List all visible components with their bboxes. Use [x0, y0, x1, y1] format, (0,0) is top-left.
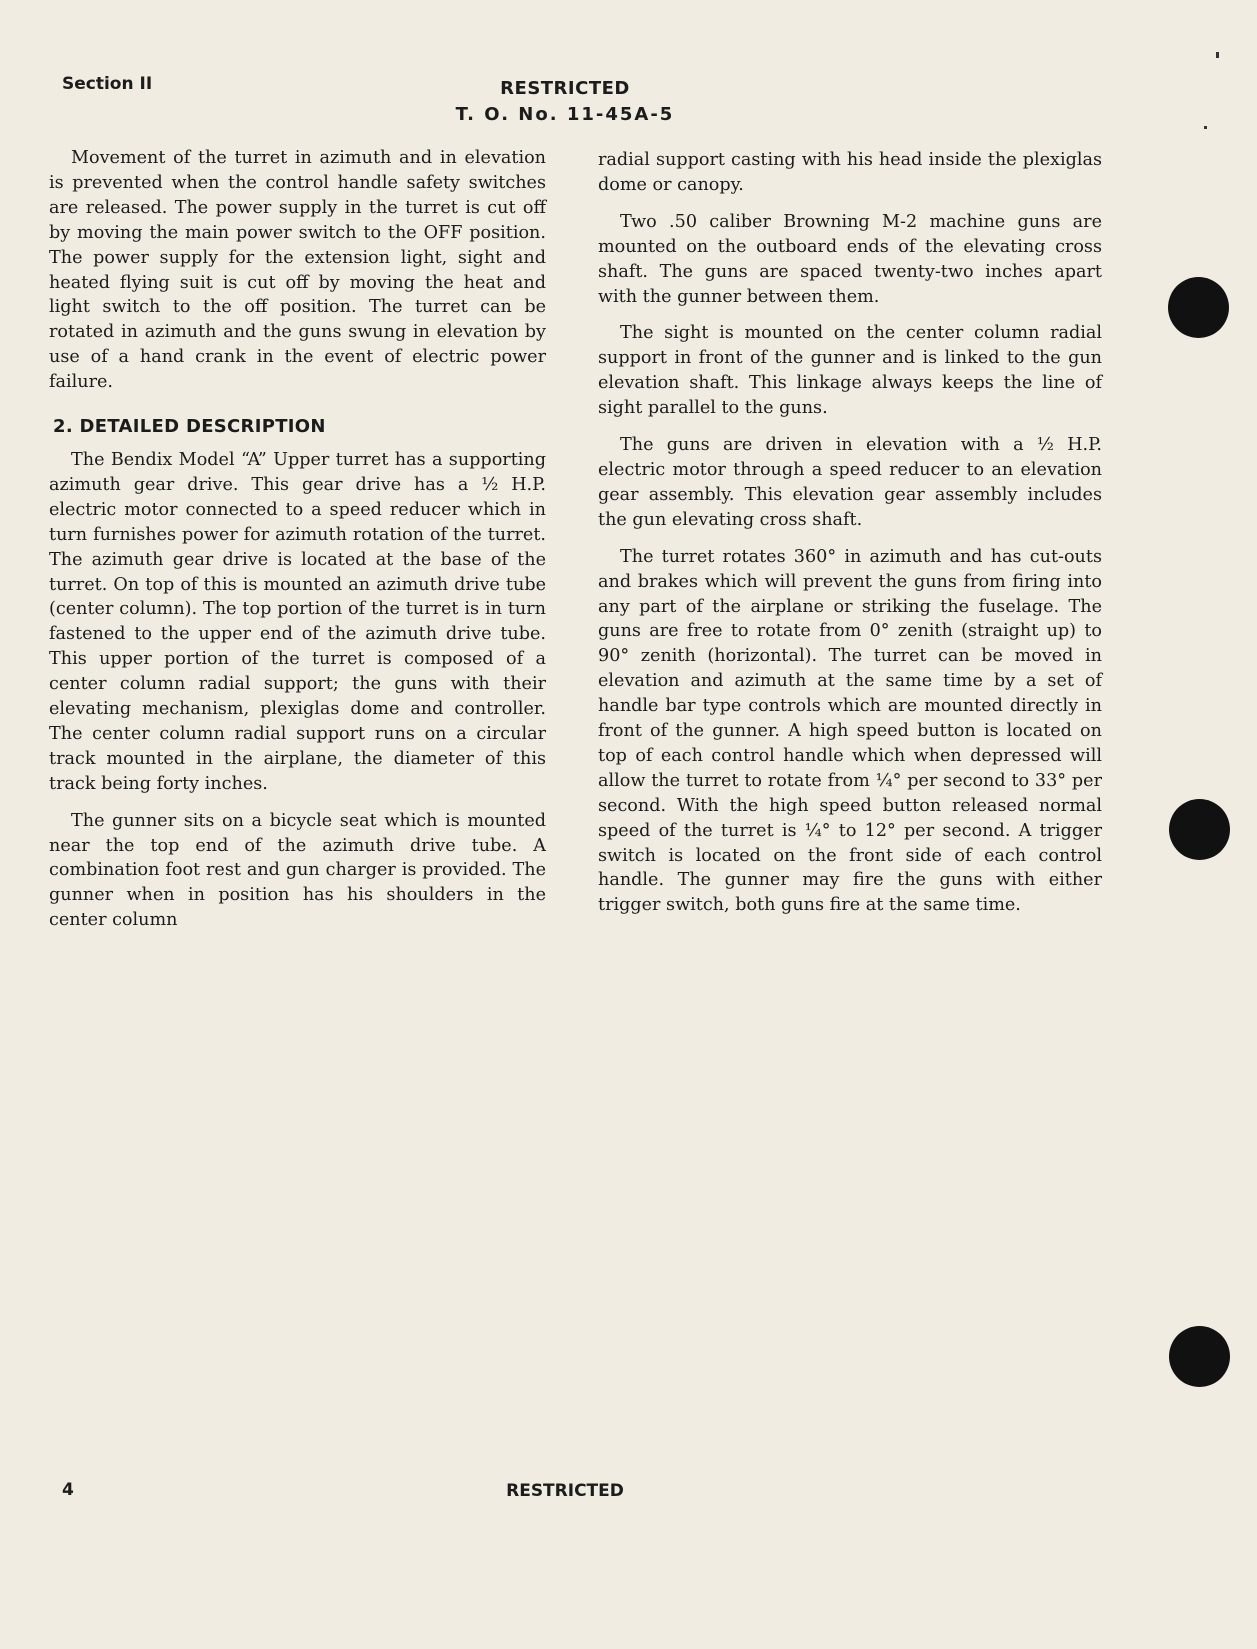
- technical-order-number: T. O. No. 11-45A-5: [455, 104, 675, 125]
- paragraph-movement: Movement of the turret in azimuth and in elevation is prevented when the control handle safety switches are released. The power supply in the turret is cut off by moving the main power switch to the OFF position. The power supply for the extension light, sight and heated flying suit is cut off by moving the heat and light switch to the off position. The turret can be rotated in azimuth and the guns swung in elevation by use of a hand crank in the event of electric power failure.: [49, 148, 546, 393]
- paragraph-sight: The sight is mounted on the center column radial support in front of the gunner and is linked to the gun elevation shaft. This linkage always keeps the line of sight parallel to the guns.: [598, 323, 1102, 419]
- section-heading: 2. DETAILED DESCRIPTION: [53, 416, 326, 438]
- binder-hole: [1169, 1326, 1230, 1387]
- section-label: Section II: [62, 74, 153, 94]
- paper-speck: [1216, 52, 1219, 58]
- restricted-header: RESTRICTED: [500, 78, 630, 99]
- paragraph-continued: radial support casting with his head inside the plexiglas dome or canopy.: [598, 150, 1102, 195]
- binder-hole: [1168, 277, 1229, 338]
- right-column: [598, 148, 1102, 930]
- paragraph-elevation-drive: The guns are driven in elevation with a ½ H.P. electric motor through a speed reducer to an elevation gear assembly. This elevation gear assembly includes the gun elevating cross shaft.: [598, 435, 1102, 530]
- paragraph-model-a: The Bendix Model “A” Upper turret has a supporting azimuth gear drive. This gear drive has a ½ H.P. electric motor connected to a speed reducer which in turn furnishes power for azimuth rotation of the turret. The azimuth gear drive is located at the base of the turret. On top of this is mounted an azimuth drive tube (center column). The top portion of the turret is in turn fastened to the upper end of the azimuth drive tube. This upper portion of the turret is composed of a center column radial support; the guns with their elevating mechanism, plexiglas dome and controller. The center column radial support runs on a circular track mounted in the airplane, the diameter of this track being forty inches.: [49, 449, 546, 794]
- page-number: 4: [62, 1480, 74, 1500]
- left-column: [49, 146, 546, 945]
- binder-hole: [1169, 799, 1230, 860]
- paragraph-gunner-seat: The gunner sits on a bicycle seat which is mounted near the top end of the azimuth drive tube. A combination foot rest and gun charger is provided. The gunner when in position has his shoulders in the center column: [49, 810, 546, 931]
- paragraph-machine-guns: Two .50 caliber Browning M-2 machine guns are mounted on the outboard ends of the elevating cross shaft. The guns are spaced twenty-two inches apart with the gunner between them.: [598, 211, 1102, 307]
- paper-speck: [1204, 126, 1207, 129]
- restricted-footer: RESTRICTED: [506, 1481, 624, 1501]
- paragraph-rotation: The turret rotates 360° in azimuth and has cut-outs and brakes which will prevent the guns from firing into any part of the airplane or striking the fuselage. The guns are free to rotate from 0° zenith (straight up) to 90° zenith (horizontal). The turret can be moved in elevation and azimuth at the same time by a set of handle bar type controls which are mounted directly in front of the gunner. A high speed button is located on top of each control handle which when depressed will allow the turret to rotate from ¼° per second to 33° per second. With the high speed button released normal speed of the turret is ¼° to 12° per second. A trigger switch is located on the front side of each control handle. The gunner may fire the guns with either trigger switch, both guns fire at the same time.: [598, 546, 1102, 916]
